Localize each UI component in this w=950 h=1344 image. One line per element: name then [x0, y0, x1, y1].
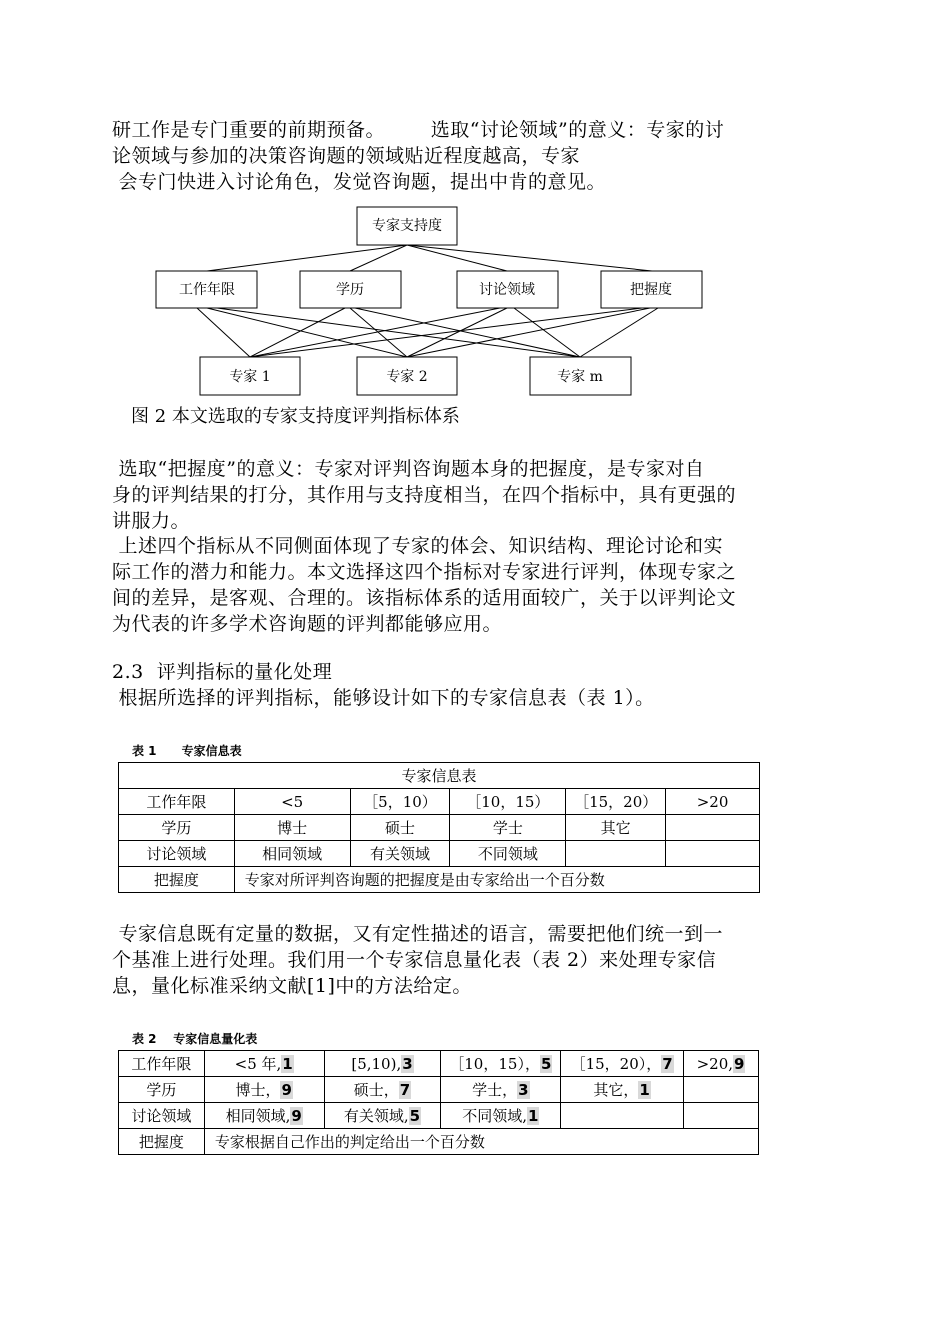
table-cell [666, 841, 760, 867]
para2-line-2: 际工作的潜力和能力。本文选择这四个指标对专家进行评判，体现专家之 [112, 561, 737, 583]
expert-quantification-table [118, 1050, 759, 1155]
table-cell: 博士 [234, 815, 350, 841]
table-cell: 其它，1 [561, 1077, 684, 1103]
table-cell: >20,9 [684, 1051, 759, 1077]
criterion-label-1: 工作年限 [179, 282, 235, 298]
table-cell: 不同领域,1 [441, 1103, 561, 1129]
table-cell: 有关领域,5 [324, 1103, 441, 1129]
intro-line-3: 会专门快进入讨论角色，发觉咨询题，提出中肯的意见。 [112, 171, 607, 193]
table-cell: 工作年限 [119, 789, 235, 815]
table-cell: 把握度 [119, 1129, 205, 1155]
table-cell: ［10，15） [450, 789, 566, 815]
table-cell: ［10，15），5 [441, 1051, 561, 1077]
support-degree-label: 专家支持度 [372, 218, 442, 234]
table-cell [684, 1077, 759, 1103]
table-cell: <5 年,1 [204, 1051, 324, 1077]
table-cell: 硕士 [350, 815, 450, 841]
table-cell: 其它 [566, 815, 666, 841]
section-heading: 2.3 评判指标的量化处理 [112, 661, 333, 683]
criterion-label-3: 讨论领域 [479, 282, 535, 298]
table-cell: 有关领域 [350, 841, 450, 867]
para1-line-2: 身的评判结果的打分，其作用与支持度相当，在四个指标中，具有更强的 [112, 484, 737, 506]
table-cell: 博士，9 [204, 1077, 324, 1103]
para2-line-4: 为代表的许多学术咨询题的评判都能够应用。 [112, 613, 503, 635]
table-cell: 专家对所评判咨询题的把握度是由专家给出一个百分数 [234, 867, 759, 893]
table-cell: 学士，3 [441, 1077, 561, 1103]
table-row [119, 1051, 759, 1077]
table-cell: ［5，10） [350, 789, 450, 815]
table-cell: 专家根据自己作出的判定给出一个百分数 [204, 1129, 758, 1155]
table-cell [666, 815, 760, 841]
table-cell: 把握度 [119, 867, 235, 893]
table-row [119, 815, 760, 841]
criterion-label-4: 把握度 [630, 282, 672, 298]
table1-caption: 表 1 专家信息表 [132, 744, 242, 758]
table-cell: 学士 [450, 815, 566, 841]
table-cell [684, 1103, 759, 1129]
expert-label-2: 专家 2 [386, 369, 428, 385]
table-cell: ［15，20），7 [561, 1051, 684, 1077]
table-cell: 讨论领域 [119, 1103, 205, 1129]
expert-label-1: 专家 1 [229, 369, 271, 385]
para3-line-2: 个基准上进行处理。我们用一个专家信息量化表（表 2）来处理专家信 [112, 949, 717, 971]
table-cell: 不同领域 [450, 841, 566, 867]
para2-line-1: 上述四个指标从不同侧面体现了专家的体会、知识结构、理论讨论和实 [112, 535, 724, 557]
table-row [119, 789, 760, 815]
table2-caption: 表 2 专家信息量化表 [132, 1032, 258, 1046]
table-row [119, 1103, 759, 1129]
table-cell: 相同领域,9 [204, 1103, 324, 1129]
table-cell: <5 [234, 789, 350, 815]
table-cell: ［15，20） [566, 789, 666, 815]
para3-line-3: 息，量化标准采纳文献[1]中的方法给定。 [112, 975, 472, 997]
table-cell: 工作年限 [119, 1051, 205, 1077]
expert-label-m: 专家 m [557, 369, 603, 385]
table-row [119, 841, 760, 867]
para2-line-3: 间的差异，是客观、合理的。该指标体系的适用面较广，关于以评判论文 [112, 587, 737, 609]
table-cell [561, 1103, 684, 1129]
table-cell [566, 841, 666, 867]
intro-line-2: 论领域与参加的决策咨询题的领域贴近程度越高，专家 [112, 145, 581, 167]
expert-info-table [118, 762, 760, 893]
para3-line-1: 专家信息既有定量的数据，又有定性描述的语言，需要把他们统一到一 [112, 923, 724, 945]
table-cell: >20 [666, 789, 760, 815]
figure-caption: 图 2 本文选取的专家支持度评判指标体系 [131, 406, 460, 427]
table1-title: 专家信息表 [119, 763, 760, 789]
table-row [119, 1129, 759, 1155]
table-cell: 相同领域 [234, 841, 350, 867]
para1-line-1: 选取“把握度”的意义：专家对评判咨询题本身的把握度，是专家对自 [112, 458, 705, 480]
table-row [119, 867, 760, 893]
section-line-1: 根据所选择的评判指标，能够设计如下的专家信息表（表 1）。 [112, 687, 655, 709]
indicator-diagram [0, 0, 950, 420]
table-cell: [5,10),3 [324, 1051, 441, 1077]
table-cell: 学历 [119, 815, 235, 841]
table-cell: 讨论领域 [119, 841, 235, 867]
table-row [119, 1077, 759, 1103]
table-cell: 硕士，7 [324, 1077, 441, 1103]
para1-line-3: 讲服力。 [112, 510, 191, 532]
intro-line-1: 研工作是专门重要的前期预备。 选取“讨论领域”的意义：专家的讨 [112, 119, 725, 141]
criterion-label-2: 学历 [336, 282, 364, 298]
table-cell: 学历 [119, 1077, 205, 1103]
